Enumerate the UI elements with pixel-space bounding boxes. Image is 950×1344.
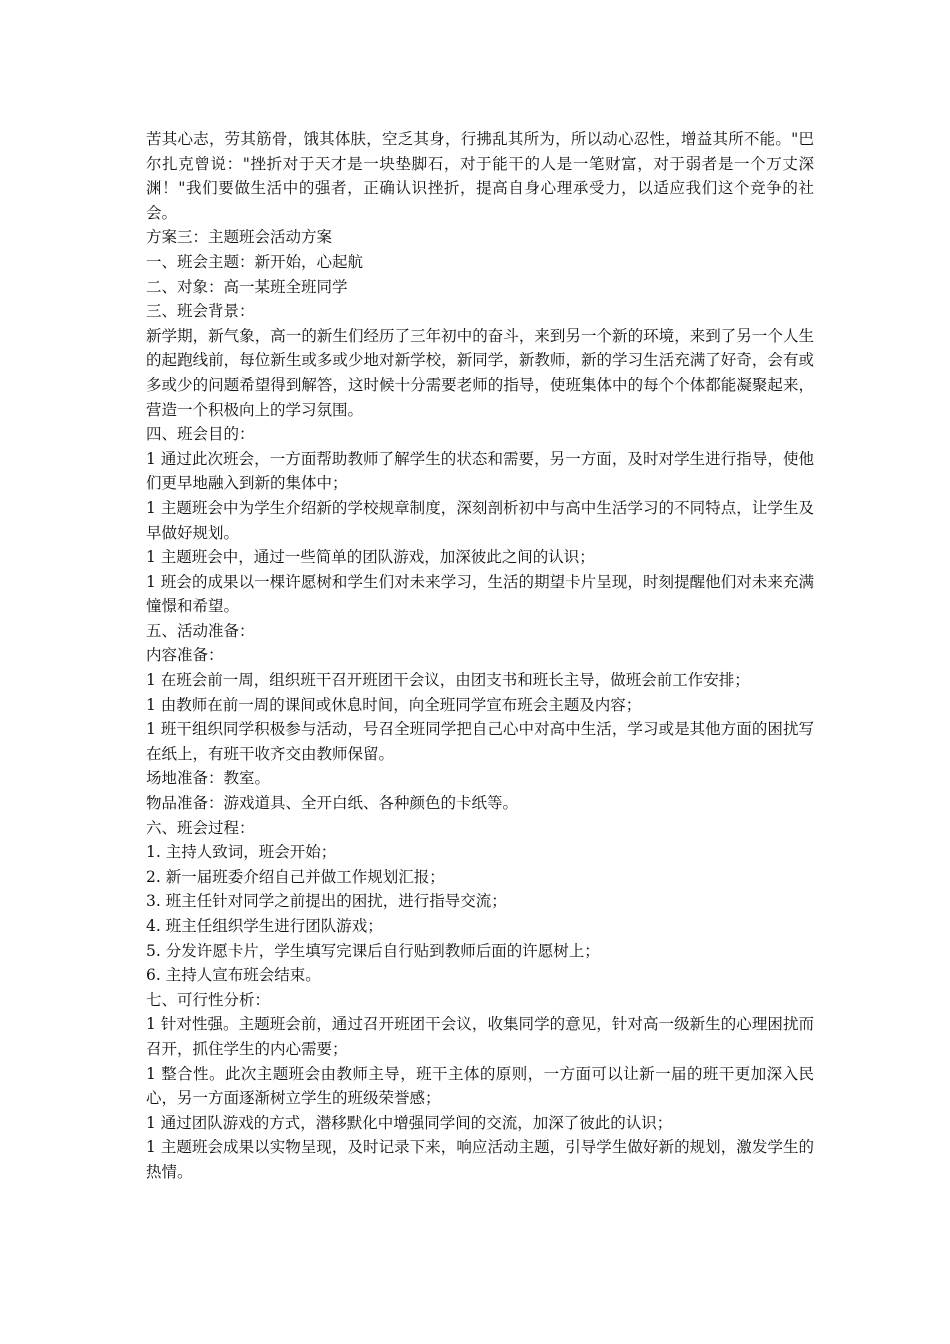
document-body: [146, 127, 814, 1185]
heading-theme: 一、班会主题：新开始，心起航: [146, 252, 364, 271]
list-item: 1 主题班会中，通过一些简单的团队游戏，加深彼此之间的认识；: [146, 548, 595, 567]
heading-background: 三、班会背景：: [146, 302, 255, 321]
subheading-content-prep: 内容准备：: [146, 646, 224, 665]
list-item: 4. 班主任组织学生进行团队游戏；: [146, 917, 383, 935]
list-item: 2. 新一届班委介绍自己并做工作规划汇报；: [146, 867, 445, 886]
list-item: 6. 主持人宣布班会结束。: [146, 966, 321, 985]
list-item: 1 通过团队游戏的方式，潜移默化中增强同学间的交流，加深了彼此的认识；: [146, 1113, 673, 1132]
list-item: 1 针对性强。主题班会前，通过召开班团干会议，收集同学的意见，针对高一级新生的心理困扰而召开，抓住学生的内心需要；: [146, 1015, 814, 1058]
heading-feasibility: 七、可行性分析：: [146, 990, 271, 1009]
paragraph: 新学期，新气象，高一的新生们经历了三年初中的奋斗，来到另一个新的环境，来到了另一个人生的起跑线前，每位新生或多或少地对新学校，新同学，新教师，新的学习生活充满了好奇，会有或多或少的问题希望得到解答，这时候十分需要老师的指导，使班集体中的每个个体都能凝聚起来，营造一个积极向上的学习氛围。: [146, 326, 814, 419]
materials-prep: 物品准备：游戏道具、全开白纸、各种颜色的卡纸等。: [146, 794, 519, 813]
list-item: 1 由教师在前一周的课间或休息时间，向全班同学宣布班会主题及内容；: [146, 695, 642, 714]
list-item: 1 主题班会中为学生介绍新的学校规章制度，深刻剖析初中与高中生活学习的不同特点，让学生及早做好规划。: [146, 498, 814, 542]
list-item: 1 在班会前一周，组织班干召开班团干会议，由团支书和班长主导，做班会前工作安排；: [146, 671, 750, 690]
list-item: 3. 班主任针对同学之前提出的困扰，进行指导交流；: [146, 892, 507, 911]
heading-preparation: 五、活动准备：: [146, 621, 255, 640]
heading-purpose: 四、班会目的：: [146, 425, 255, 444]
list-item: 1 通过此次班会，一方面帮助教师了解学生的状态和需要，另一方面，及时对学生进行指导，使他们更早地融入到新的集体中；: [146, 449, 814, 493]
heading-audience: 二、对象：高一某班全班同学: [146, 277, 348, 296]
list-item: 1. 主持人致词，班会开始；: [146, 843, 337, 862]
venue-prep: 场地准备：教室。: [146, 769, 271, 788]
list-item: 1 整合性。此次主题班会由教师主导，班干主体的原则，一方面可以让新一届的班干更加深入民心，另一方面逐渐树立学生的班级荣誉感；: [146, 1064, 814, 1108]
section-title: 方案三：主题班会活动方案: [146, 228, 333, 247]
list-item: 1 班会的成果以一棵许愿树和学生们对未来学习，生活的期望卡片呈现，时刻提醒他们对未来充满憧憬和希望。: [146, 572, 814, 616]
list-item: 1 班干组织同学积极参与活动，号召全班同学把自己心中对高中生活，学习或是其他方面的困扰写在纸上，有班干收齐交由教师保留。: [146, 720, 814, 763]
list-item: 1 主题班会成果以实物呈现，及时记录下来，响应活动主题，引导学生做好新的规划，激发学生的热情。: [146, 1138, 814, 1181]
heading-process: 六、班会过程：: [146, 818, 255, 837]
paragraph: 苦其心志，劳其筋骨，饿其体肤，空乏其身，行拂乱其所为，所以动心忍性，增益其所不能。"巴尔扎克曾说："挫折对于天才是一块垫脚石，对于能干的人是一笔财富，对于弱者是一个万丈深渊！"我们要做生活中的强者，正确认识挫折，提高自身心理承受力，以适应我们这个竞争的社会。: [146, 130, 814, 222]
list-item: 5. 分发许愿卡片，学生填写完课后自行贴到教师后面的许愿树上；: [146, 941, 600, 960]
